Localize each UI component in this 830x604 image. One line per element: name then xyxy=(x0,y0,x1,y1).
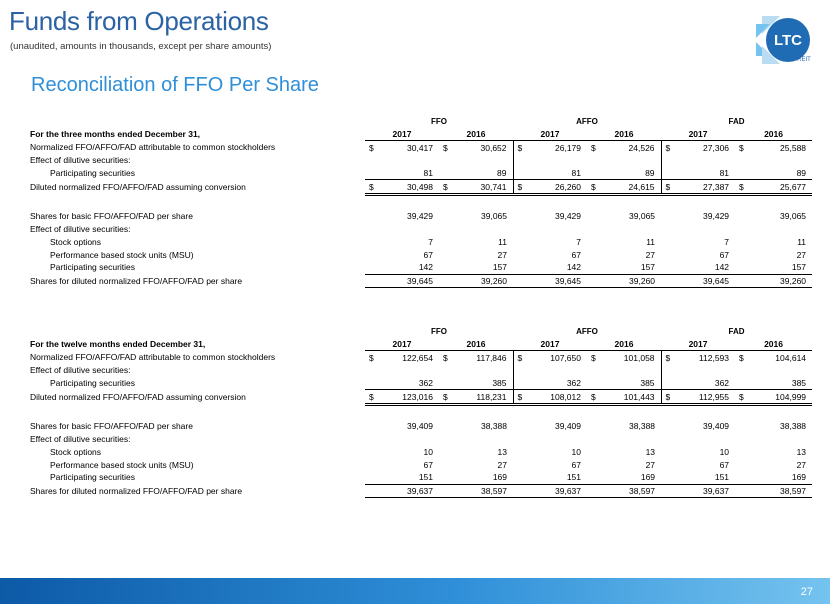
currency-symbol: $ xyxy=(665,352,671,363)
row-label: Shares for basic FFO/AFFO/FAD per share xyxy=(30,211,193,222)
value-cell: 13 xyxy=(796,446,807,457)
value-cell: 39,645 xyxy=(671,274,735,288)
value-cell: 104,999 xyxy=(745,390,812,405)
value-cell: 39,637 xyxy=(375,484,439,498)
value-cell: 27 xyxy=(497,459,507,470)
currency-symbol: $ xyxy=(739,352,744,363)
value-cell: 38,388 xyxy=(629,421,656,432)
currency-symbol: $ xyxy=(735,180,745,195)
table-row xyxy=(28,261,812,274)
table-row xyxy=(28,458,812,471)
value-cell: 39,260 xyxy=(449,274,513,288)
group-affo: AFFO xyxy=(576,326,598,336)
value-cell: 13 xyxy=(645,446,656,457)
value-cell: 39,645 xyxy=(523,274,587,288)
value-cell: 169 xyxy=(791,472,807,483)
table-row xyxy=(28,484,812,498)
table-row xyxy=(28,274,812,288)
table-row xyxy=(28,471,812,484)
table-row xyxy=(28,446,812,459)
value-cell: 362 xyxy=(375,377,439,390)
value-cell: 67 xyxy=(423,459,433,470)
value-cell: 38,388 xyxy=(780,421,807,432)
value-cell: 24,526 xyxy=(597,141,661,154)
value-cell: 27,387 xyxy=(671,180,735,195)
year-header: 2017 xyxy=(365,128,439,141)
table-row xyxy=(28,141,812,154)
value-cell: 89 xyxy=(449,167,513,180)
row-label: Effect of dilutive securities: xyxy=(30,365,131,376)
value-cell: 89 xyxy=(745,167,812,180)
currency-symbol: $ xyxy=(369,352,374,363)
value-cell: 67 xyxy=(571,249,581,260)
year-header: 2016 xyxy=(735,338,812,351)
currency-symbol: $ xyxy=(661,180,671,195)
value-cell: 39,637 xyxy=(671,484,735,498)
value-cell: 67 xyxy=(719,459,730,470)
table-row xyxy=(28,351,812,364)
value-cell: 157 xyxy=(640,262,656,273)
value-cell: 117,846 xyxy=(476,352,507,363)
currency-symbol: $ xyxy=(735,390,745,405)
value-cell: 38,597 xyxy=(449,484,513,498)
value-cell: 101,058 xyxy=(597,351,661,364)
currency-symbol: $ xyxy=(661,390,671,405)
page-number: 27 xyxy=(800,586,813,598)
value-cell: 39,065 xyxy=(629,211,656,222)
row-label: Effect of dilutive securities: xyxy=(30,155,131,166)
year-header: 2016 xyxy=(735,128,812,141)
row-label: Shares for basic FFO/AFFO/FAD per share xyxy=(30,421,193,432)
value-cell: 27 xyxy=(497,249,507,260)
value-cell: 385 xyxy=(449,377,513,390)
row-label: Participating securities xyxy=(50,472,136,483)
value-cell: 38,388 xyxy=(481,421,507,432)
value-cell: 39,409 xyxy=(407,421,433,432)
spacer-row xyxy=(28,405,812,421)
row-label: Shares for diluted normalized FFO/AFFO/FAD per share xyxy=(30,485,243,496)
value-cell: 26,260 xyxy=(523,180,587,195)
value-cell: 39,409 xyxy=(703,421,730,432)
value-cell: 151 xyxy=(714,472,730,483)
value-cell: 81 xyxy=(523,167,587,180)
value-cell: 112,593 xyxy=(698,352,730,363)
value-cell: 157 xyxy=(492,262,507,273)
value-cell: 118,231 xyxy=(449,390,513,405)
value-cell: 24,615 xyxy=(597,180,661,195)
table-row xyxy=(28,154,812,167)
row-label: Performance based stock units (MSU) xyxy=(50,459,194,470)
table-row xyxy=(28,364,812,377)
group-ffo: FFO xyxy=(431,116,447,126)
value-cell: 104,614 xyxy=(775,352,807,363)
currency-symbol: $ xyxy=(591,352,596,363)
value-cell: 112,955 xyxy=(671,390,735,405)
logo-subtext: REIT xyxy=(797,57,811,63)
value-cell: 27,306 xyxy=(703,142,730,153)
ltc-logo xyxy=(752,10,816,70)
ffo-three-months-table xyxy=(28,115,812,288)
year-header: 2017 xyxy=(661,338,735,351)
value-cell: 30,417 xyxy=(407,142,433,153)
year-header: 2016 xyxy=(587,338,661,351)
year-header-row xyxy=(28,128,812,141)
year-header: 2017 xyxy=(661,128,735,141)
value-cell: 7 xyxy=(428,236,433,247)
currency-symbol: $ xyxy=(443,352,448,363)
table-row xyxy=(28,377,812,390)
value-cell: 108,012 xyxy=(523,390,587,405)
value-cell: 362 xyxy=(523,377,587,390)
row-label: Participating securities xyxy=(50,262,136,273)
currency-symbol: $ xyxy=(365,390,375,405)
currency-symbol: $ xyxy=(513,390,523,405)
value-cell: 27 xyxy=(645,459,656,470)
currency-symbol: $ xyxy=(443,142,448,153)
value-cell: 26,179 xyxy=(555,142,581,153)
value-cell: 362 xyxy=(671,377,735,390)
group-affo: AFFO xyxy=(576,116,598,126)
value-cell: 10 xyxy=(423,446,433,457)
value-cell: 38,597 xyxy=(745,484,812,498)
year-header: 2017 xyxy=(513,338,587,351)
value-cell: 39,409 xyxy=(555,421,581,432)
currency-symbol: $ xyxy=(591,142,596,153)
currency-symbol: $ xyxy=(587,390,597,405)
value-cell: 30,652 xyxy=(480,142,507,153)
group-ffo: FFO xyxy=(431,326,447,336)
value-cell: 385 xyxy=(745,377,812,390)
row-label: Participating securities xyxy=(50,378,136,389)
value-cell: 157 xyxy=(791,262,807,273)
table-row xyxy=(28,210,812,223)
value-cell: 169 xyxy=(492,472,507,483)
value-cell: 39,429 xyxy=(703,211,730,222)
period-title: For the three months ended December 31, xyxy=(30,129,201,140)
value-cell: 122,654 xyxy=(402,352,433,363)
value-cell: 10 xyxy=(719,446,730,457)
row-label: Normalized FFO/AFFO/FAD attributable to common stockholders xyxy=(30,352,276,363)
value-cell: 67 xyxy=(571,459,581,470)
value-cell: 11 xyxy=(797,236,807,247)
currency-symbol: $ xyxy=(365,180,375,195)
value-cell: 142 xyxy=(566,262,581,273)
value-cell: 27 xyxy=(796,249,807,260)
value-cell: 7 xyxy=(576,236,581,247)
spacer-row xyxy=(28,195,812,211)
year-header: 2017 xyxy=(365,338,439,351)
value-cell: 89 xyxy=(597,167,661,180)
value-cell: 39,429 xyxy=(407,211,433,222)
value-cell: 385 xyxy=(597,377,661,390)
value-cell: 39,065 xyxy=(481,211,507,222)
table-row xyxy=(28,248,812,261)
group-header-row xyxy=(28,325,812,338)
value-cell: 25,588 xyxy=(780,142,807,153)
value-cell: 123,016 xyxy=(375,390,439,405)
table-row xyxy=(28,223,812,236)
value-cell: 7 xyxy=(724,236,730,247)
value-cell: 81 xyxy=(375,167,439,180)
value-cell: 39,637 xyxy=(523,484,587,498)
logo-text: LTC xyxy=(773,32,803,49)
currency-symbol: $ xyxy=(369,142,374,153)
table-row xyxy=(28,390,812,405)
value-cell: 11 xyxy=(646,236,656,247)
value-cell: 39,645 xyxy=(375,274,439,288)
table-row xyxy=(28,167,812,180)
row-label: Shares for diluted normalized FFO/AFFO/FAD per share xyxy=(30,275,243,286)
currency-symbol: $ xyxy=(439,180,449,195)
value-cell: 142 xyxy=(418,262,433,273)
value-cell: 151 xyxy=(566,472,581,483)
value-cell: 81 xyxy=(671,167,735,180)
period-title: For the twelve months ended December 31, xyxy=(30,339,206,350)
row-label: Normalized FFO/AFFO/FAD attributable to common stockholders xyxy=(30,142,276,153)
table-row xyxy=(28,433,812,446)
ffo-twelve-months-table xyxy=(28,325,812,498)
row-label: Stock options xyxy=(50,236,102,247)
value-cell: 30,741 xyxy=(449,180,513,195)
currency-symbol: $ xyxy=(587,180,597,195)
year-header: 2016 xyxy=(439,338,513,351)
year-header: 2016 xyxy=(439,128,513,141)
table-row xyxy=(28,236,812,249)
currency-symbol: $ xyxy=(739,142,744,153)
table-row xyxy=(28,180,812,195)
row-label: Diluted normalized FFO/AFFO/FAD assuming conversion xyxy=(30,182,246,193)
value-cell: 142 xyxy=(714,262,730,273)
page-title: Funds from Operations xyxy=(9,6,269,36)
year-header: 2017 xyxy=(513,128,587,141)
group-fad: FAD xyxy=(728,116,745,126)
row-label: Performance based stock units (MSU) xyxy=(50,249,194,260)
value-cell: 169 xyxy=(640,472,656,483)
value-cell: 27 xyxy=(796,459,807,470)
row-label: Effect of dilutive securities: xyxy=(30,434,131,445)
row-label: Stock options xyxy=(50,446,102,457)
value-cell: 30,498 xyxy=(375,180,439,195)
value-cell: 10 xyxy=(571,446,581,457)
value-cell: 39,065 xyxy=(780,211,807,222)
table-row xyxy=(28,420,812,433)
currency-symbol: $ xyxy=(665,142,671,153)
value-cell: 67 xyxy=(719,249,730,260)
value-cell: 151 xyxy=(418,472,433,483)
value-cell: 38,597 xyxy=(597,484,661,498)
value-cell: 67 xyxy=(423,249,433,260)
value-cell: 39,429 xyxy=(555,211,581,222)
row-label: Participating securities xyxy=(50,168,136,179)
page-subtitle: (unaudited, amounts in thousands, except per share amounts) xyxy=(10,41,272,52)
value-cell: 39,260 xyxy=(597,274,661,288)
value-cell: 39,260 xyxy=(745,274,812,288)
currency-symbol: $ xyxy=(439,390,449,405)
value-cell: 107,650 xyxy=(550,352,581,363)
group-header-row xyxy=(28,115,812,128)
group-fad: FAD xyxy=(728,326,745,336)
value-cell: 27 xyxy=(645,249,656,260)
value-cell: 13 xyxy=(497,446,507,457)
currency-symbol: $ xyxy=(513,180,523,195)
year-header-row xyxy=(28,338,812,351)
row-label: Effect of dilutive securities: xyxy=(30,224,131,235)
currency-symbol: $ xyxy=(513,141,523,154)
row-label: Diluted normalized FFO/AFFO/FAD assuming conversion xyxy=(30,392,246,403)
value-cell: 11 xyxy=(498,236,507,247)
currency-symbol: $ xyxy=(513,351,523,364)
year-header: 2016 xyxy=(587,128,661,141)
footer-bar xyxy=(0,578,830,604)
value-cell: 101,443 xyxy=(597,390,661,405)
value-cell: 25,677 xyxy=(745,180,812,195)
section-title: Reconciliation of FFO Per Share xyxy=(31,74,319,96)
